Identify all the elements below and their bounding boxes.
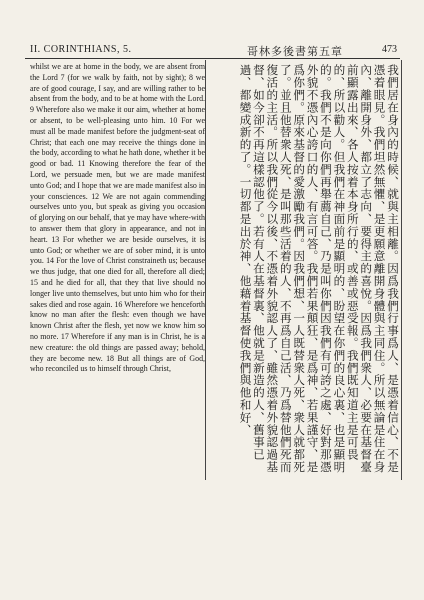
chinese-column bbox=[209, 64, 399, 476]
header-rule bbox=[25, 58, 400, 59]
page-number: 473 bbox=[382, 44, 397, 55]
right-border bbox=[401, 60, 402, 480]
running-header-english: II. CORINTHIANS, 5. bbox=[30, 44, 132, 55]
running-header-chinese: 哥林多後書第五章 bbox=[247, 45, 343, 58]
english-text: whilst we are at home in the body, we are absent from the Lord 7 (for we walk by faith, not by sight); 8 we are of good courage, I say, and are willing rather to be absent from the body, and to be at home with the Lord. 9 Wherefore also we make it our aim, whether at home or absent, to be well-pleasing unto him. 10 For we must all be made manifest before the judgment-seat of Christ; that each one may receive the things done in the body, according to what he hath done, whether it be good or bad. 11 Knowing therefore the fear of the Lord, we persuade men, but we are made manifest unto God; and I hope that we are made manifest also in your consciences. 12 We are not again commending ourselves unto you, but speak as giving you occasion of glorying on our behalf, that ye may have where-with to answer them that glory in appearance, and not in heart. 13 For whether we are beside ourselves, it is unto God; or whether we are of sober mind, it is unto you. 14 For the love of Christ constraineth us; because we thus judge, that one died for all, therefore all died; 15 and he died for all, that they that live should no longer live unto themselves, but unto him who for their sakes died and rose again. 16 Wherefore we henceforth know no man after the flesh: even though we have known Christ after the flesh, yet now we know him so no more. 17 Wherefore if any man is in Christ, he is a new creature: the old things are passed away; behold, they are become new. 18 But all things are of God, who reconciled us to himself through Christ, bbox=[30, 62, 205, 374]
chinese-text: 我們居在身內的時候、就與主相離。因爲我們行事爲人、是憑着信心、不是憑着眼見。我們坦然無懼、是更願意離開身體與主同住。所以無論是住在身內、離開身外、都立了志向、要得主的喜悅。因爲我們衆人、必要在基督臺前顯露出來、各人按着本身所行的、或善或惡受報。我們既知道主是可畏的、所以勸人。但我們在神面前是顯明的、盼望在你們的良心裏、也是顯明的。我們不是向你們再舉薦自己、乃是叫你們因我們有可誇之處、好對那憑外貌不憑內心誇口的人、有言可答。我們若果顛狂、是爲神、若果謹守、是爲你們。原來基督的愛激勵我們。因我們想、一人既替衆人死、衆人就都死了。並且他替衆人死、是叫那些活着的人、不再爲自己活、乃爲替他們死而復活的主活。所以我們從今以後、不憑着外貌認人了、雖然憑着外貌認過基督、如今卻不再這樣認他了。若有人在基督裏、他就是新造的人、舊事已過、都變成新的了。一切都是出於神、他藉着基督使我們與他和好、 bbox=[238, 64, 400, 474]
english-column bbox=[30, 62, 205, 582]
column-divider bbox=[205, 60, 206, 480]
